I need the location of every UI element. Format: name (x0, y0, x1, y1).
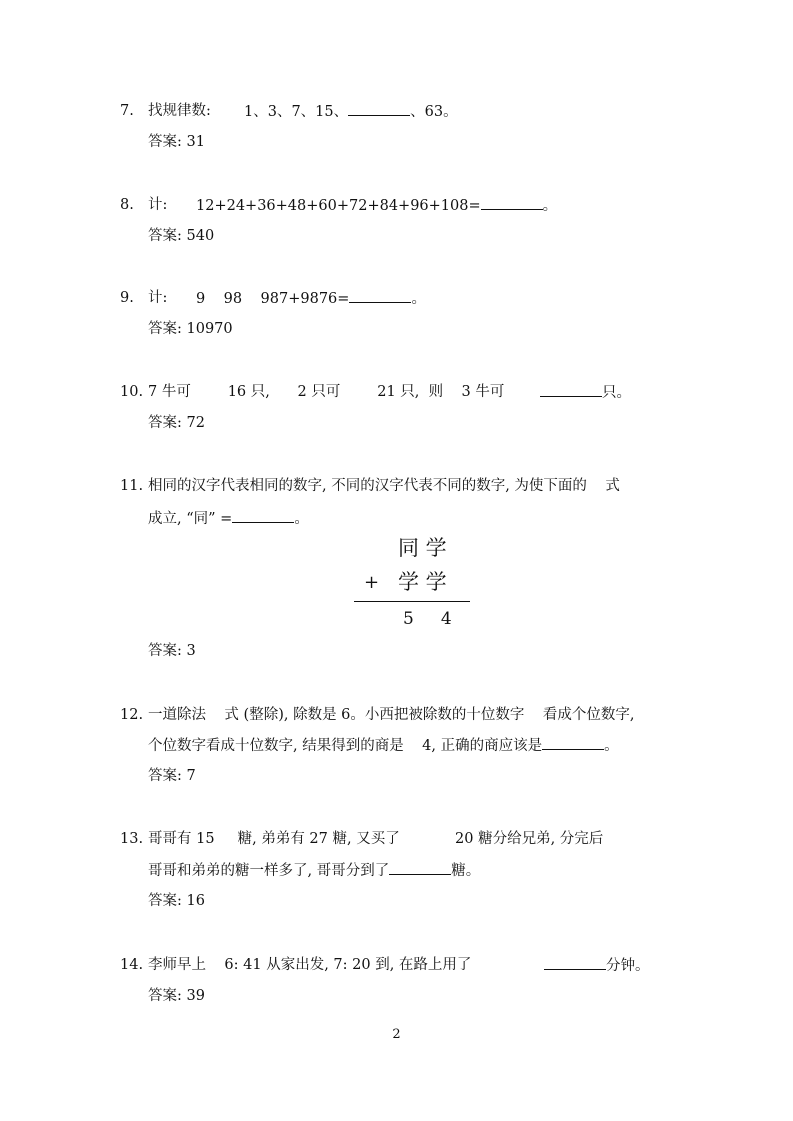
q13-line1: 哥哥有 15 糖, 弟弟有 27 糖, 又买了 20 糖分给兄弟, 分完后 (148, 831, 604, 847)
q9-tail: 。 (411, 291, 426, 307)
q12-line2 (148, 735, 619, 756)
q14-tail-group (544, 955, 650, 976)
q9-blank (349, 288, 411, 303)
q10-text: 7 牛可 16 只, 2 只可 21 只, 则 3 牛可 (148, 384, 505, 400)
q7-number: 7. (120, 103, 134, 119)
q12-tail: 。 (604, 738, 619, 754)
q10-answer: 答案: 72 (148, 415, 205, 431)
q11-line2 (148, 508, 309, 529)
q12-line1: 一道除法 式 (整除), 除数是 6。小西把被除数的十位数字 看成个位数字, (148, 707, 635, 723)
vertical-rule (354, 601, 470, 602)
q8-tail: 。 (542, 198, 558, 214)
q13-answer: 答案: 16 (148, 893, 205, 909)
q8-answer: 答案: 540 (148, 228, 215, 244)
q14-blank (544, 955, 606, 970)
q8-prompt: 计: (148, 197, 168, 213)
q10-tail: 只。 (602, 385, 631, 401)
q8-text (196, 195, 557, 216)
q13-line2 (148, 860, 480, 881)
q9-number: 9. (120, 290, 134, 306)
q11-line1: 相同的汉字代表相同的数字, 不同的汉字代表不同的数字, 为使下面的 式 (148, 478, 620, 494)
vertical-result: 5 4 (403, 609, 452, 629)
q7-blank (348, 101, 410, 116)
vertical-plus: + (364, 572, 380, 593)
q12-answer: 答案: 7 (148, 768, 196, 784)
q7-text (244, 101, 458, 122)
q10-blank (540, 382, 602, 397)
q13-blank (389, 860, 451, 875)
page-number: 2 (392, 1027, 401, 1042)
q11-number: 11. (120, 478, 144, 494)
q11-answer: 答案: 3 (148, 643, 196, 659)
q11-tail: 。 (294, 511, 309, 527)
q8-blank (481, 195, 543, 210)
q9-text (196, 288, 426, 309)
q12-blank (542, 735, 604, 750)
q14-answer: 答案: 39 (148, 988, 205, 1004)
q12-line2-text: 个位数字看成十位数字, 结果得到的商是 4, 正确的商应该是 (148, 738, 543, 754)
q14-number: 14. (120, 957, 144, 973)
q13-line2-text: 哥哥和弟弟的糖一样多了, 哥哥分到了 (148, 863, 390, 879)
vertical-row1: 同 学 (398, 536, 447, 560)
q8-expression: 12+24+36+48+60+72+84+96+108= (196, 198, 481, 214)
q9-answer: 答案: 10970 (148, 321, 233, 337)
q10-number: 10. (120, 384, 144, 400)
q14-tail: 分钟。 (606, 958, 650, 974)
q13-tail: 糖。 (451, 863, 481, 879)
q11-blank (232, 508, 294, 523)
q11-line2-text: 成立, “同” = (148, 511, 233, 527)
q7-sequence: 1、3、7、15、 (244, 104, 349, 120)
q9-prompt: 计: (148, 290, 168, 306)
q7-prompt: 找规律数: (148, 103, 211, 119)
q14-text: 李师早上 6: 41 从家出发, 7: 20 到, 在路上用了 (148, 957, 472, 973)
q10-tail-group (540, 382, 631, 403)
q7-tail: 、63。 (410, 104, 458, 120)
q8-number: 8. (120, 197, 134, 213)
q9-expression: 9 98 987+9876= (196, 291, 350, 307)
vertical-row2: 学 学 (398, 570, 447, 594)
q12-number: 12. (120, 707, 144, 723)
q13-number: 13. (120, 831, 144, 847)
q7-answer: 答案: 31 (148, 134, 205, 150)
